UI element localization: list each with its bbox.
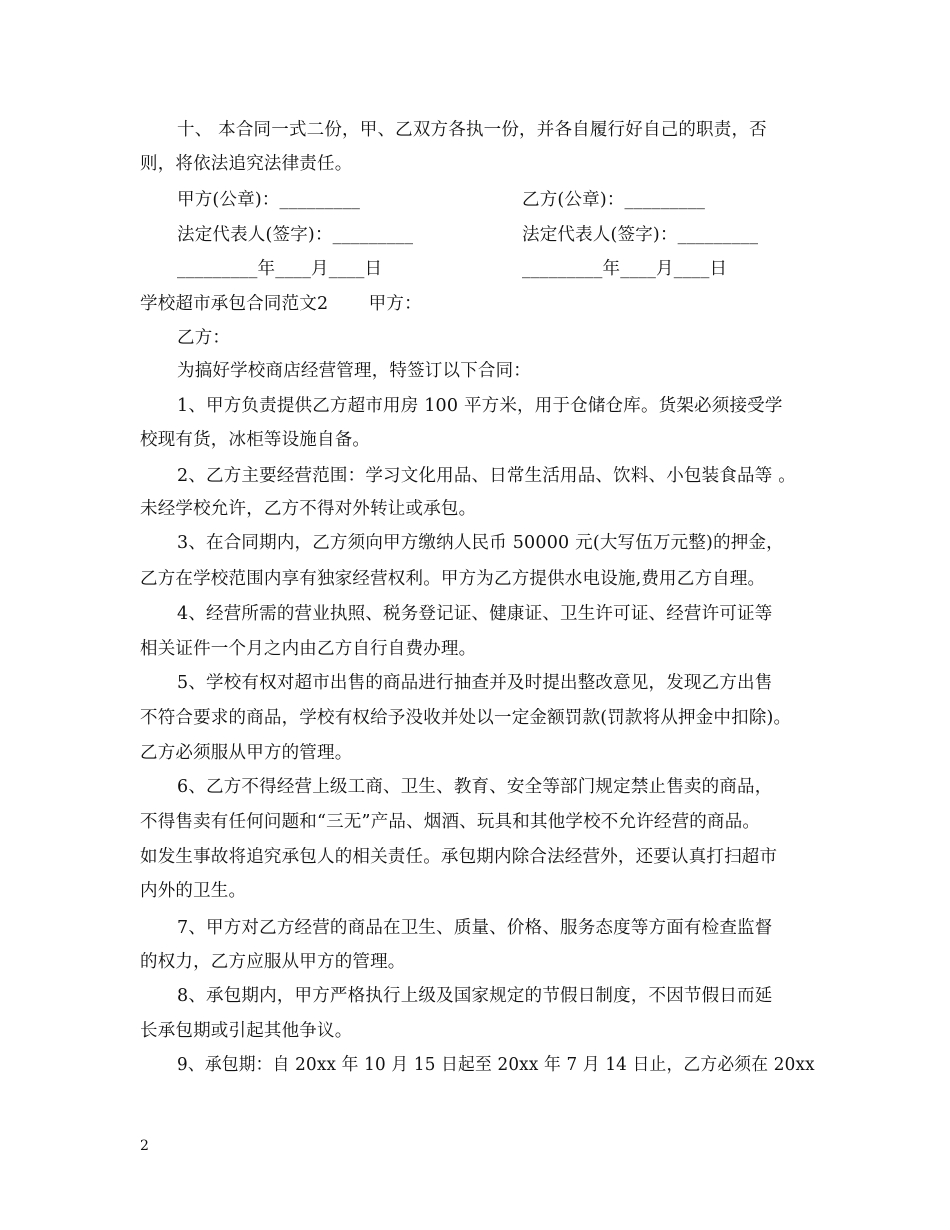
- clause-7-line-1: 7、甲方对乙方经营的商品在卫生、质量、价格、服务态度等方面有检查监督: [177, 918, 773, 938]
- clause-7-line-2: 的权力，乙方应服从甲方的管理。: [140, 952, 406, 972]
- clause-5-line-3: 乙方必须服从甲方的管理。: [140, 743, 353, 763]
- party-b-date: _________年____月____日: [522, 259, 728, 279]
- clause-6-line-2: 不得售卖有任何问题和“三无”产品、烟酒、玩具和其他学校不允许经营的商品。: [140, 812, 761, 832]
- clause-6-line-4: 内外的卫生。: [140, 881, 247, 901]
- clause-5-line-1: 5、学校有权对超市出售的商品进行抽查并及时提出整改意见，发现乙方出售: [177, 673, 773, 693]
- clause-9-line-1: 9、承包期：自 20xx 年 10 月 15 日起至 20xx 年 7 月 14 日止，乙方必须在 20xx: [177, 1055, 815, 1075]
- preamble: 为搞好学校商店经营管理，特签订以下合同：: [177, 361, 531, 381]
- clause-6-line-1: 6、乙方不得经营上级工商、卫生、教育、安全等部门规定禁止售卖的商品，: [177, 777, 773, 797]
- clause-10-line-2: 则，将依法追究法律责任。: [140, 154, 353, 174]
- party-a-date: _________年____月____日: [177, 259, 383, 279]
- party-b-seal: 乙方(公章)：_________: [522, 190, 706, 210]
- clause-3-line-2: 乙方在学校范围内享有独家经营权利。甲方为乙方提供水电设施,费用乙方自理。: [140, 569, 766, 589]
- page-number: 2: [140, 1138, 149, 1154]
- clause-1-line-2: 校现有货，冰柜等设施自备。: [140, 430, 371, 450]
- clause-8-line-2: 长承包期或引起其他争议。: [140, 1021, 353, 1041]
- clause-2-line-2: 未经学校允许，乙方不得对外转让或承包。: [140, 499, 477, 519]
- party-b-label: 乙方：: [177, 328, 231, 348]
- clause-6-line-3: 如发生事故将追究承包人的相关责任。承包期内除合法经营外，还要认真打扫超市: [140, 847, 778, 867]
- clause-4-line-2: 相关证件一个月之内由乙方自行自费办理。: [140, 639, 477, 659]
- clause-1-line-1: 1、甲方负责提供乙方超市用房 100 平方米，用于仓储仓库。货架必须接受学: [177, 396, 783, 416]
- party-a-seal: 甲方(公章)：_________: [177, 190, 361, 210]
- clause-5-line-2: 不符合要求的商品，学校有权给予没收并处以一定金额罚款(罚款将从押金中扣除)。: [140, 708, 792, 728]
- clause-10-line-1: 十、 本合同一式二份，甲、乙双方各执一份，并各自履行好自己的职责，否: [177, 120, 767, 140]
- clause-2-line-1: 2、乙方主要经营范围：学习文化用品、日常生活用品、饮料、小包装食品等 。: [177, 466, 796, 486]
- clause-8-line-1: 8、承包期内，甲方严格执行上级及国家规定的节假日制度，不因节假日而延: [177, 986, 773, 1006]
- party-b-representative: 法定代表人(签字)：_________: [522, 225, 759, 245]
- contract-title: 学校超市承包合同范文2 甲方：: [140, 294, 422, 314]
- clause-4-line-1: 4、经营所需的营业执照、税务登记证、健康证、卫生许可证、经营许可证等: [177, 604, 773, 624]
- party-a-representative: 法定代表人(签字)：_________: [177, 225, 414, 245]
- clause-3-line-1: 3、在合同期内，乙方须向甲方缴纳人民币 50000 元(大写伍万元整)的押金，: [177, 533, 784, 553]
